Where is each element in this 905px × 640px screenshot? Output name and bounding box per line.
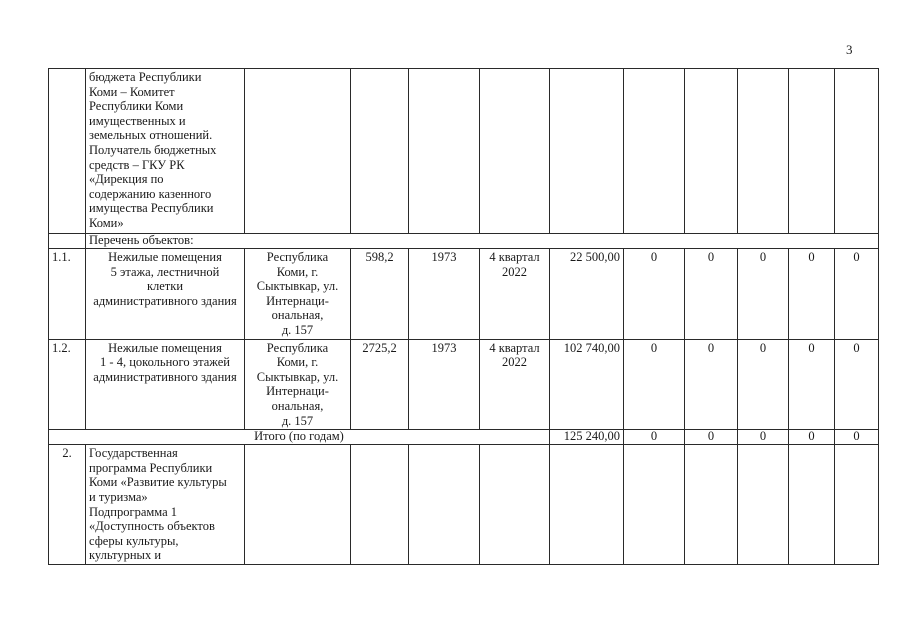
item-name: Нежилые помещения 5 этажа, лестничной клетки административного здания — [86, 249, 245, 340]
item-amount: 102 740,00 — [550, 339, 624, 430]
table-row — [49, 69, 879, 234]
item-value: 0 — [685, 249, 738, 340]
item-term: 4 квартал 2022 — [480, 249, 550, 340]
item-value: 0 — [624, 339, 685, 430]
page-number: 3 — [846, 42, 853, 57]
total-value: 0 — [835, 430, 879, 445]
item-year: 1973 — [409, 339, 480, 430]
total-label: Итого (по годам) — [49, 430, 550, 445]
item-value: 0 — [624, 249, 685, 340]
table-row — [49, 234, 879, 249]
item-name: Нежилые помещения 1 - 4, цокольного этажей административного здания — [86, 339, 245, 430]
item-value: 0 — [738, 339, 789, 430]
item-number: 1.1. — [49, 249, 86, 340]
item-value: 0 — [685, 339, 738, 430]
item-address: Республика Коми, г. Сыктывкар, ул. Интернаци- ональная, д. 157 — [245, 339, 351, 430]
item-area: 598,2 — [351, 249, 409, 340]
item-value: 0 — [835, 339, 879, 430]
item-amount: 22 500,00 — [550, 249, 624, 340]
objects-table — [48, 68, 879, 565]
objects-list-header: Перечень объектов: — [86, 234, 879, 249]
item-number: 2. — [49, 445, 86, 565]
total-value: 0 — [624, 430, 685, 445]
table-row — [49, 339, 879, 430]
cell-num — [49, 69, 86, 234]
total-value: 0 — [789, 430, 835, 445]
table-row — [49, 249, 879, 340]
total-value: 0 — [738, 430, 789, 445]
cell-description: бюджета Республики Коми – Комитет Республики Коми имущественных и земельных отношений. Получатель бюджетных средств – ГКУ РК «Дирекция по содержанию казенного имущества Республики Коми» — [86, 69, 245, 234]
table-row — [49, 445, 879, 565]
item-term: 4 квартал 2022 — [480, 339, 550, 430]
item-value: 0 — [789, 339, 835, 430]
item-description: Государственная программа Республики Коми «Развитие культуры и туризма» Подпрограмма 1 «Доступность объектов сферы культуры, культурных и — [86, 445, 245, 565]
item-value: 0 — [738, 249, 789, 340]
table-row-total — [49, 430, 879, 445]
item-value: 0 — [789, 249, 835, 340]
total-value: 0 — [685, 430, 738, 445]
item-number: 1.2. — [49, 339, 86, 430]
total-amount: 125 240,00 — [550, 430, 624, 445]
item-area: 2725,2 — [351, 339, 409, 430]
item-year: 1973 — [409, 249, 480, 340]
item-value: 0 — [835, 249, 879, 340]
item-address: Республика Коми, г. Сыктывкар, ул. Интернаци- ональная, д. 157 — [245, 249, 351, 340]
